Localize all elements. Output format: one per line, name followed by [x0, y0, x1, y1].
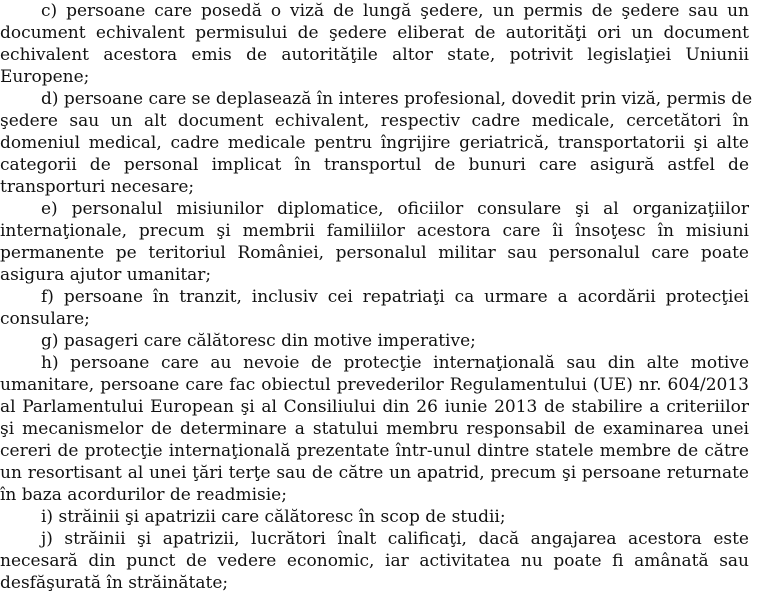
line-12: permanente pe teritoriul României, personalul militar sau personalul care poate — [0, 243, 749, 263]
line-21: cereri de protecţie internaţională prezentate într-unul dintre statele membre de către — [0, 441, 749, 461]
line-10: e) personalul misiunilor diplomatice, oficiilor consulare şi al organizaţiilor — [41, 199, 749, 219]
line-18: umanitare, persoane care fac obiectul prevederilor Regulamentului (UE) nr. 604/2013 — [0, 375, 749, 395]
line-1: c) persoane care posedă o viză de lungă şedere, un permis de şedere sau un — [41, 1, 749, 21]
line-5: d) persoane care se deplasează în interes profesional, dovedit prin viză, permis de — [41, 89, 753, 109]
line-9: transporturi necesare; — [0, 177, 195, 197]
line-23: în baza acordurilor de readmisie; — [0, 485, 287, 505]
line-11: internaţionale, precum şi membrii familiilor acestora care îi însoţesc în misiuni — [0, 221, 749, 241]
line-26: necesară din punct de vedere economic, iar activitatea nu poate fi amânată sau — [0, 551, 749, 571]
line-3: echivalent acestora emis de autorităţile altor state, potrivit legislaţiei Uniunii — [0, 45, 749, 65]
line-19: al Parlamentului European şi al Consiliului din 26 iunie 2013 de stabilire a criteriilor — [0, 397, 749, 417]
line-22: un resortisant al unei ţări terţe sau de către un apatrid, precum şi persoane returnate — [0, 463, 749, 483]
line-17: h) persoane care au nevoie de protecţie internaţională sau din alte motive — [41, 353, 749, 373]
line-13: asigura ajutor umanitar; — [0, 265, 212, 285]
line-7: domeniul medical, cadre medicale pentru îngrijire geriatrică, transportatorii şi alte — [0, 133, 749, 153]
line-6: şedere sau un alt document echivalent, respectiv cadre medicale, cercetători în — [0, 111, 749, 131]
line-25: j) străinii şi apatrizii, lucrători înalt calificaţi, dacă angajarea acestora este — [41, 529, 749, 549]
line-2: document echivalent permisului de şedere eliberat de autorităţi ori un document — [0, 23, 749, 43]
line-16: g) pasageri care călătoresc din motive imperative; — [41, 331, 476, 351]
line-14: f) persoane în tranzit, inclusiv cei repatriaţi ca urmare a acordării protecţiei — [41, 287, 749, 307]
line-24: i) străinii şi apatrizii care călătoresc în scop de studii; — [41, 507, 506, 527]
line-4: Europene; — [0, 67, 90, 87]
line-20: şi mecanismelor de determinare a statului membru responsabil de examinarea unei — [0, 419, 749, 439]
line-8: categorii de personal implicat în transportul de bunuri care asigură astfel de — [0, 155, 749, 175]
line-27: desfăşurată în străinătate; — [0, 573, 229, 593]
line-15: consulare; — [0, 309, 90, 329]
